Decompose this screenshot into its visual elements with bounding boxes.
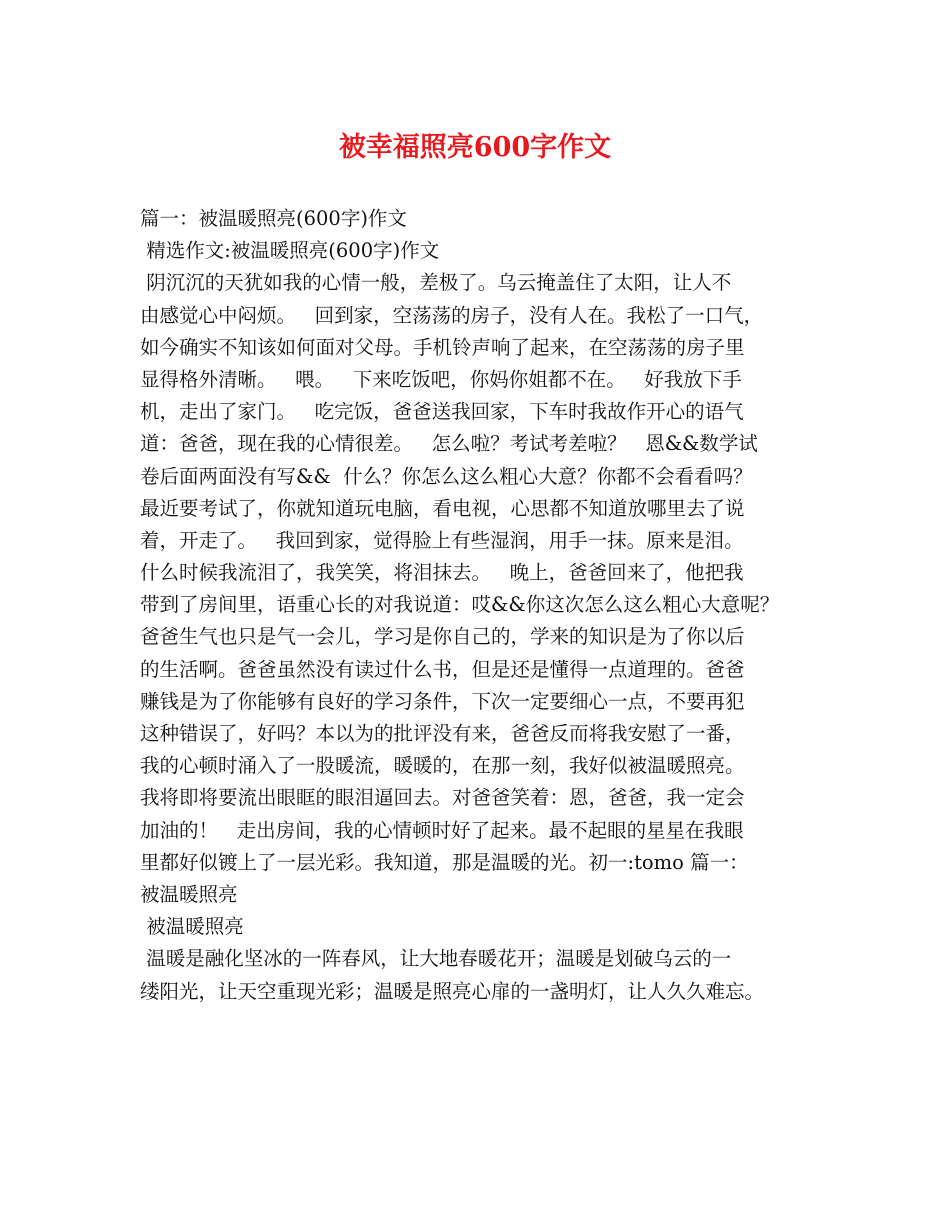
text-line: 如今确实不知该如何面对父母。手机铃声响了起来，在空荡荡的房子里 bbox=[140, 335, 745, 359]
text-line: 赚钱是为了你能够有良好的学习条件，下次一定要细心一点，不要再犯 bbox=[140, 689, 745, 713]
text-line: 由感觉心中闷烦。 回到家，空荡荡的房子，没有人在。我松了一口气， bbox=[140, 303, 764, 327]
text-line: 的生活啊。爸爸虽然没有读过什么书，但是还是懂得一点道理的。爸爸 bbox=[140, 657, 745, 681]
text-line: 带到了房间里，语重心长的对我说道：哎&&你这次怎么这么粗心大意呢？ bbox=[140, 593, 780, 617]
text-line: 爸爸生气也只是气一会儿，学习是你自己的，学来的知识是为了你以后 bbox=[140, 625, 745, 649]
text-line: 精选作文:被温暖照亮(600字)作文 bbox=[140, 239, 440, 263]
document-title: 被幸福照亮600字作文 bbox=[338, 132, 612, 163]
text-line: 被温暖照亮 bbox=[140, 915, 244, 939]
text-line: 着，开走了。 我回到家，觉得脸上有些湿润，用手一抹。原来是泪。 bbox=[140, 528, 744, 552]
text-line: 缕阳光，让天空重现光彩；温暖是照亮心扉的一盏明灯，让人久久难忘。 bbox=[140, 979, 765, 1003]
text-line: 我的心顿时涌入了一股暖流，暖暖的，在那一刻，我好似被温暖照亮。 bbox=[140, 754, 745, 778]
text-line: 这种错误了，好吗？本以为的批评没有来，爸爸反而将我安慰了一番， bbox=[140, 722, 745, 745]
text-line: 我将即将要流出眼眶的眼泪逼回去。对爸爸笑着：恩，爸爸，我一定会 bbox=[140, 786, 745, 810]
text-line: 卷后面两面没有写&& 什么？你怎么这么粗心大意？你都不会看看吗？ bbox=[140, 464, 753, 488]
document-body bbox=[140, 203, 830, 1008]
text-line: 温暖是融化坚冰的一阵春风，让大地春暖花开；温暖是划破乌云的一 bbox=[140, 947, 732, 971]
text-line: 道：爸爸，现在我的心情很差。 怎么啦？考试考差啦？ 恩&&数学试 bbox=[140, 432, 758, 456]
text-line: 篇一：被温暖照亮(600字)作文 bbox=[140, 207, 407, 230]
text-line: 里都好似镀上了一层光彩。我知道，那是温暖的光。初一:tomo 篇一： bbox=[140, 850, 749, 874]
text-line: 最近要考试了，你就知道玩电脑，看电视，心思都不知道放哪里去了说 bbox=[140, 496, 745, 520]
text-line: 机，走出了家门。 吃完饭，爸爸送我回家，下车时我故作开心的语气 bbox=[140, 400, 744, 424]
text-line: 加油的！ 走出房间，我的心情顿时好了起来。最不起眼的星星在我眼 bbox=[140, 818, 744, 842]
text-line: 显得格外清晰。 喂。 下来吃饭吧，你妈你姐都不在。 好我放下手 bbox=[140, 367, 742, 391]
text-line: 被温暖照亮 bbox=[140, 882, 238, 906]
text-line: 什么时候我流泪了，我笑笑，将泪抹去。 晚上，爸爸回来了，他把我 bbox=[140, 561, 744, 585]
text-line: 阴沉沉的天犹如我的心情一般，差极了。乌云掩盖住了太阳，让人不 bbox=[140, 271, 732, 295]
